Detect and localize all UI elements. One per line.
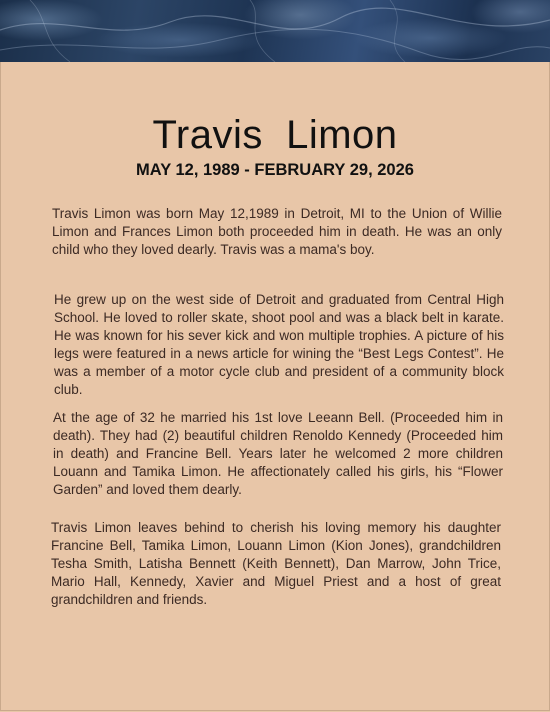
deceased-name: Travis Limon [152, 113, 398, 157]
marble-banner [0, 0, 550, 62]
marble-veins [0, 0, 550, 62]
obituary-paragraph-survivors: Travis Limon leaves behind to cherish his loving memory his daughter Francine Bell, Tamika Limon, Louann Limon (Kion Jones), grandchildren Tesha Smith, Latisha Bennett (Keith Bennett), Dan Marrow, John Trice, Mario Hall, Kennedy, Xavier and Miguel Priest and a host of great grandchildren and friends. [51, 520, 501, 607]
obituary-paragraph-youth: He grew up on the west side of Detroit and graduated from Central High School. He loved to roller skate, shoot pool and was a black belt in karate. He was known for his sever kick and won multiple trophies. A picture of his legs were featured in a news article for wining the “Best Legs Contest”. He was a member of a motor cycle club and president of a community block club. [54, 292, 504, 397]
life-dates: MAY 12, 1989 - FEBRUARY 29, 2026 [136, 161, 414, 179]
obituary-paragraph-birth: Travis Limon was born May 12,1989 in Detroit, MI to the Union of Willie Limon and Frances Limon both proceeded him in death. He was an only child who they loved dearly. Travis was a mama's boy. [52, 206, 502, 257]
obituary-paragraph-family: At the age of 32 he married his 1st love Leeann Bell. (Proceeded him in death). They had (2) beautiful children Renoldo Kennedy (Proceeded him in death) and Francine Bell. Years later he welcomed 2 more children Louann and Tamika Limon. He affectionately called his girls, his “Flower Garden” and loved them dearly. [53, 410, 503, 497]
